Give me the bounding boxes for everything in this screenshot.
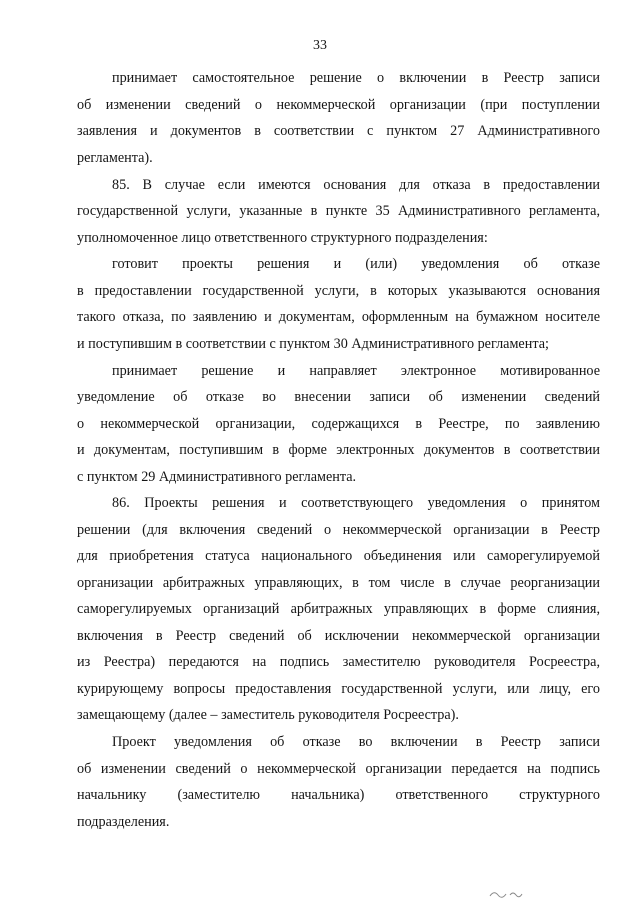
text-line: об изменении сведений о некоммерческой организации (при поступлении [77,97,600,113]
text-line: и поступившим в соответствии с пунктом 30 Административного регламента; [77,336,549,352]
text-line: для приобретения статуса национального объединения или саморегулируемой [77,548,600,564]
text-line: принимает решение и направляет электронное мотивированное [112,363,600,379]
text-line: 86. Проекты решения и соответствующего уведомления о принятом [112,495,600,511]
text-line: курирующему вопросы предоставления государственной услуги, или лицу, его [77,681,600,697]
text-line: об изменении сведений о некоммерческой организации передается на подпись [77,761,600,777]
text-line: уполномоченное лицо ответственного структурного подразделения: [77,230,488,246]
text-line: такого отказа, по заявлению и документам, оформленным на бумажном носителе [77,309,600,325]
text-line: саморегулируемых организаций арбитражных управляющих в форме слияния, [77,601,600,617]
text-line: организации арбитражных управляющих, в том числе в случае реорганизации [77,575,600,591]
text-line: 85. В случае если имеются основания для отказа в предоставлении [112,177,600,193]
text-line: готовит проекты решения и (или) уведомления об отказе [112,256,600,272]
text-line: заявления и документов в соответствии с пунктом 27 Административного [77,123,600,139]
text-line: в предоставлении государственной услуги, в которых указываются основания [77,283,600,299]
page-number: 33 [313,38,327,53]
text-line: о некоммерческой организации, содержащихся в Реестре, по заявлению [77,416,600,432]
text-line: и документам, поступившим в форме электронных документов в соответствии [77,442,600,458]
text-line: подразделения. [77,814,170,830]
text-line: с пунктом 29 Административного регламента. [77,469,357,485]
text-line: включения в Реестр сведений об исключении некоммерческой организации [77,628,600,644]
text-line: замещающему (далее – заместитель руководителя Росреестра). [77,707,459,723]
text-line: принимает самостоятельное решение о включении в Реестр записи [112,70,600,86]
text-line: решении (для включения сведений о некоммерческой организации в Реестр [77,522,600,538]
text-line: из Реестра) передаются на подпись заместителю руководителя Росреестра, [77,654,600,670]
text-line: уведомление об отказе во внесении записи об изменении сведений [77,389,600,405]
text-line: государственной услуги, указанные в пункте 35 Административного регламента, [77,203,600,219]
text-line: регламента). [77,150,153,166]
text-line: начальнику (заместителю начальника) ответственного структурного [77,787,600,803]
text-line: Проект уведомления об отказе во включении в Реестр записи [112,734,600,750]
scan-mark-icon [488,888,528,900]
